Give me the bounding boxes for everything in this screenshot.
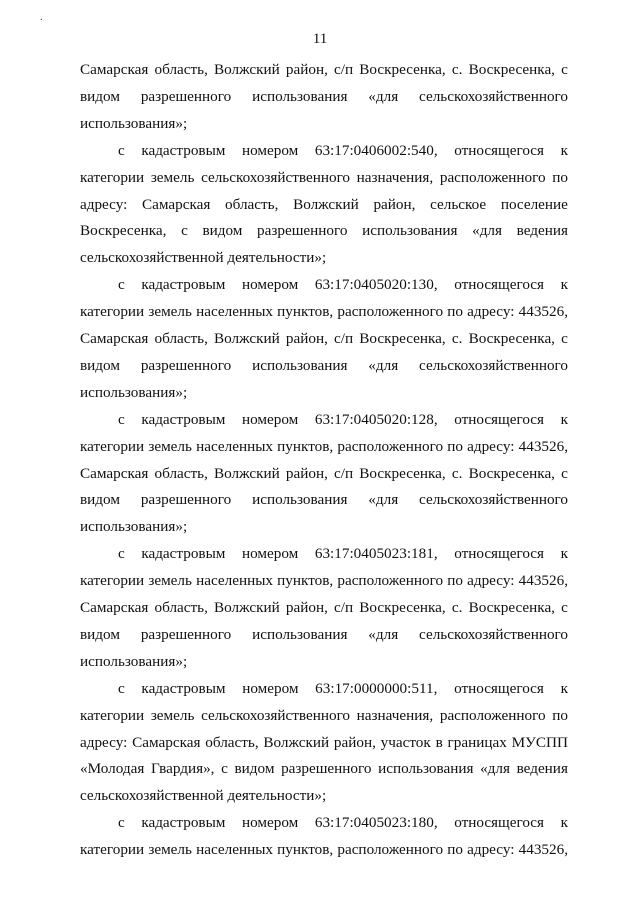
word: область, <box>154 330 208 347</box>
text-line <box>118 274 568 296</box>
word: с <box>221 760 228 778</box>
word: сельскохозяйственного <box>201 168 351 186</box>
word: «для <box>368 87 399 105</box>
word: земель <box>148 841 192 859</box>
word: пунктов, <box>277 437 334 455</box>
word: к <box>560 276 568 294</box>
word: разрешенного <box>140 491 232 509</box>
text-line <box>80 785 568 807</box>
word: область, <box>205 733 259 751</box>
page-number: 11 <box>312 30 328 47</box>
word: Самарская <box>80 61 149 78</box>
word: с/п <box>334 61 354 78</box>
text-line <box>80 463 568 485</box>
word: адресу: <box>80 733 128 751</box>
word: по <box>552 168 568 186</box>
text-line <box>80 732 568 754</box>
word: номером <box>241 410 299 428</box>
word: использования»; <box>80 383 188 401</box>
word: Воскресенка, <box>359 464 446 482</box>
scan-mark: . <box>40 12 43 23</box>
word: 63:17:0405023:180, <box>314 814 438 832</box>
word: «для <box>480 760 510 778</box>
word: относящегося <box>454 410 545 428</box>
text-line <box>80 113 568 135</box>
word: Воскресенка, <box>468 61 555 78</box>
word: категории <box>80 168 145 186</box>
word: ведения <box>516 760 568 778</box>
word: с <box>118 410 125 428</box>
word: разрешенного <box>257 222 348 240</box>
word: относящегося <box>454 814 545 832</box>
word: Волжский <box>293 195 359 213</box>
text-line <box>80 516 568 538</box>
word: пунктов, <box>277 303 334 321</box>
word: «для <box>472 222 502 240</box>
text-line <box>80 247 568 269</box>
word: область, <box>154 61 208 78</box>
text-line <box>118 812 568 834</box>
text-line <box>80 489 568 511</box>
word: Воскресенка, <box>359 61 446 78</box>
word: с <box>118 141 125 159</box>
word: категории <box>80 437 145 455</box>
word: район, <box>285 599 328 616</box>
word: Воскресенка, <box>359 330 446 347</box>
word: относящегося <box>454 141 545 159</box>
word: Волжский <box>214 330 280 347</box>
word: разрешенного <box>281 760 372 778</box>
word: 63:17:0406002:540, <box>314 141 438 159</box>
word: кадастровым <box>141 141 226 159</box>
word: с <box>561 330 568 347</box>
text-line <box>80 758 568 780</box>
word: «для <box>368 356 399 374</box>
word: сельскохозяйственной деятельности»; <box>80 787 327 805</box>
word: расположенного <box>337 841 444 859</box>
word: населенных <box>196 572 274 590</box>
word: к <box>560 814 568 832</box>
word: 443526, <box>518 572 568 590</box>
text-line <box>80 59 568 81</box>
word: с/п <box>334 464 354 482</box>
word: 63:17:0405023:181, <box>314 545 438 563</box>
word: район, <box>285 330 328 347</box>
word: номером <box>241 545 299 563</box>
word: по <box>447 437 463 455</box>
word: к <box>560 679 568 697</box>
word: в <box>435 733 443 751</box>
word: земель <box>148 303 192 321</box>
word: видом <box>80 491 120 509</box>
word: категории <box>80 572 145 590</box>
word: разрешенного <box>140 87 232 105</box>
word: использования <box>252 625 348 643</box>
word: сельскохозяйственного <box>419 87 568 105</box>
word: Волжский <box>214 599 280 616</box>
word: расположенного <box>439 168 546 186</box>
word: видом <box>80 356 120 374</box>
word: с. <box>451 330 463 347</box>
word: с <box>118 814 125 832</box>
word: Воскресенка, <box>468 599 555 616</box>
word: с <box>561 464 568 482</box>
word: назначения, <box>356 706 434 724</box>
text-line <box>80 436 568 458</box>
word: населенных <box>196 841 274 859</box>
word: разрешенного <box>140 356 232 374</box>
word: номером <box>241 276 299 294</box>
word: категории <box>80 303 145 321</box>
word: использования»; <box>80 652 188 670</box>
word: с <box>118 276 125 294</box>
word: кадастровым <box>141 679 226 697</box>
word: к <box>560 410 568 428</box>
word: расположенного <box>337 572 444 590</box>
word: видом <box>234 760 275 778</box>
text-line <box>80 624 568 646</box>
word: земель <box>148 437 192 455</box>
text-line <box>118 140 568 162</box>
text-line <box>80 194 568 216</box>
word: сельскохозяйственного <box>419 491 568 509</box>
text-line <box>80 86 568 108</box>
word: кадастровым <box>141 545 226 563</box>
text-line <box>80 220 568 242</box>
text-line <box>80 570 568 592</box>
word: земель <box>150 168 195 186</box>
word: Самарская <box>142 195 211 213</box>
word: земель <box>150 706 195 724</box>
word: Воскресенка, <box>468 330 555 347</box>
word: кадастровым <box>141 276 226 294</box>
word: адресу: <box>467 303 515 321</box>
word: видом <box>80 87 120 105</box>
word: район, <box>285 61 328 78</box>
word: с <box>561 61 568 78</box>
word: видом <box>202 222 243 240</box>
word: район, <box>333 733 376 751</box>
word: адресу: <box>80 195 128 213</box>
text-line <box>80 597 568 619</box>
word: Воскресенка, <box>359 599 446 616</box>
word: относящегося <box>454 276 545 294</box>
word: номером <box>241 814 299 832</box>
word: использования»; <box>80 114 188 132</box>
word: кадастровым <box>141 410 226 428</box>
word: категории <box>80 841 145 859</box>
word: кадастровым <box>141 814 226 832</box>
word: сельскохозяйственного <box>201 706 351 724</box>
word: номером <box>241 141 299 159</box>
word: область, <box>154 464 208 482</box>
word: по <box>447 303 463 321</box>
word: Волжский <box>263 733 330 751</box>
word: относящегося <box>454 545 545 563</box>
text-line <box>80 839 568 861</box>
word: с <box>118 545 125 563</box>
word: 443526, <box>518 437 568 455</box>
word: по <box>447 841 463 859</box>
word: «для <box>368 491 399 509</box>
word: Воскресенка, <box>468 464 555 482</box>
word: Гвардия», <box>150 760 215 778</box>
word: назначения, <box>356 168 434 186</box>
text-line <box>80 705 568 727</box>
word: с <box>181 222 188 240</box>
word: Самарская <box>80 330 149 347</box>
word: с/п <box>334 599 354 616</box>
word: сельское <box>430 195 487 213</box>
word: разрешенного <box>140 625 232 643</box>
word: область, <box>225 195 279 213</box>
text-line <box>118 543 568 565</box>
word: пунктов, <box>277 841 334 859</box>
word: использования»; <box>80 518 188 536</box>
word: сельскохозяйственной деятельности»; <box>80 249 327 267</box>
word: район, <box>373 195 416 213</box>
word: населенных <box>196 437 274 455</box>
text-line <box>80 328 568 350</box>
text-line <box>80 355 568 377</box>
word: Волжский <box>214 61 280 78</box>
word: использования <box>252 356 348 374</box>
word: с/п <box>334 330 354 347</box>
word: поселение <box>500 195 568 213</box>
word: категории <box>80 706 145 724</box>
word: 63:17:0405020:130, <box>314 276 438 294</box>
word: адресу: <box>467 841 515 859</box>
word: Самарская <box>80 599 149 616</box>
word: номером <box>242 679 299 697</box>
text-line <box>80 167 568 189</box>
word: «для <box>368 625 399 643</box>
word: населенных <box>196 303 274 321</box>
word: по <box>552 706 568 724</box>
word: адресу: <box>467 572 515 590</box>
word: по <box>447 572 463 590</box>
word: 63:17:0405020:128, <box>314 410 438 428</box>
word: 63:17:0000000:511, <box>315 679 438 697</box>
word: земель <box>148 572 192 590</box>
word: к <box>560 545 568 563</box>
word: пунктов, <box>277 572 334 590</box>
word: адресу: <box>467 437 515 455</box>
word: область, <box>154 599 208 616</box>
word: Самарская <box>80 464 149 482</box>
word: ведения <box>516 222 568 240</box>
word: расположенного <box>439 706 546 724</box>
word: 443526, <box>518 303 568 321</box>
text-line <box>118 409 568 431</box>
word: расположенного <box>337 437 444 455</box>
word: с. <box>451 61 463 78</box>
word: расположенного <box>337 303 444 321</box>
word: 443526, <box>518 841 568 859</box>
word: с <box>118 679 125 697</box>
text-line <box>80 651 568 673</box>
word: границах <box>447 733 507 751</box>
word: Волжский <box>214 464 280 482</box>
word: Самарская <box>132 733 201 751</box>
text-line <box>80 382 568 404</box>
word: сельскохозяйственного <box>419 625 568 643</box>
word: сельскохозяйственного <box>419 356 568 374</box>
word: Воскресенка, <box>80 222 167 240</box>
word: видом <box>80 625 120 643</box>
word: с <box>561 599 568 616</box>
word: использования <box>378 760 474 778</box>
text-line <box>118 678 568 700</box>
word: участок <box>380 733 431 751</box>
word: «Молодая <box>80 760 145 778</box>
word: МУСПП <box>511 733 568 751</box>
text-line <box>80 301 568 323</box>
word: к <box>560 141 568 159</box>
word: с. <box>451 599 463 616</box>
word: район, <box>285 464 328 482</box>
word: с. <box>451 464 463 482</box>
word: использования <box>252 87 348 105</box>
word: относящегося <box>454 679 544 697</box>
word: использования <box>252 491 348 509</box>
word: использования <box>362 222 458 240</box>
